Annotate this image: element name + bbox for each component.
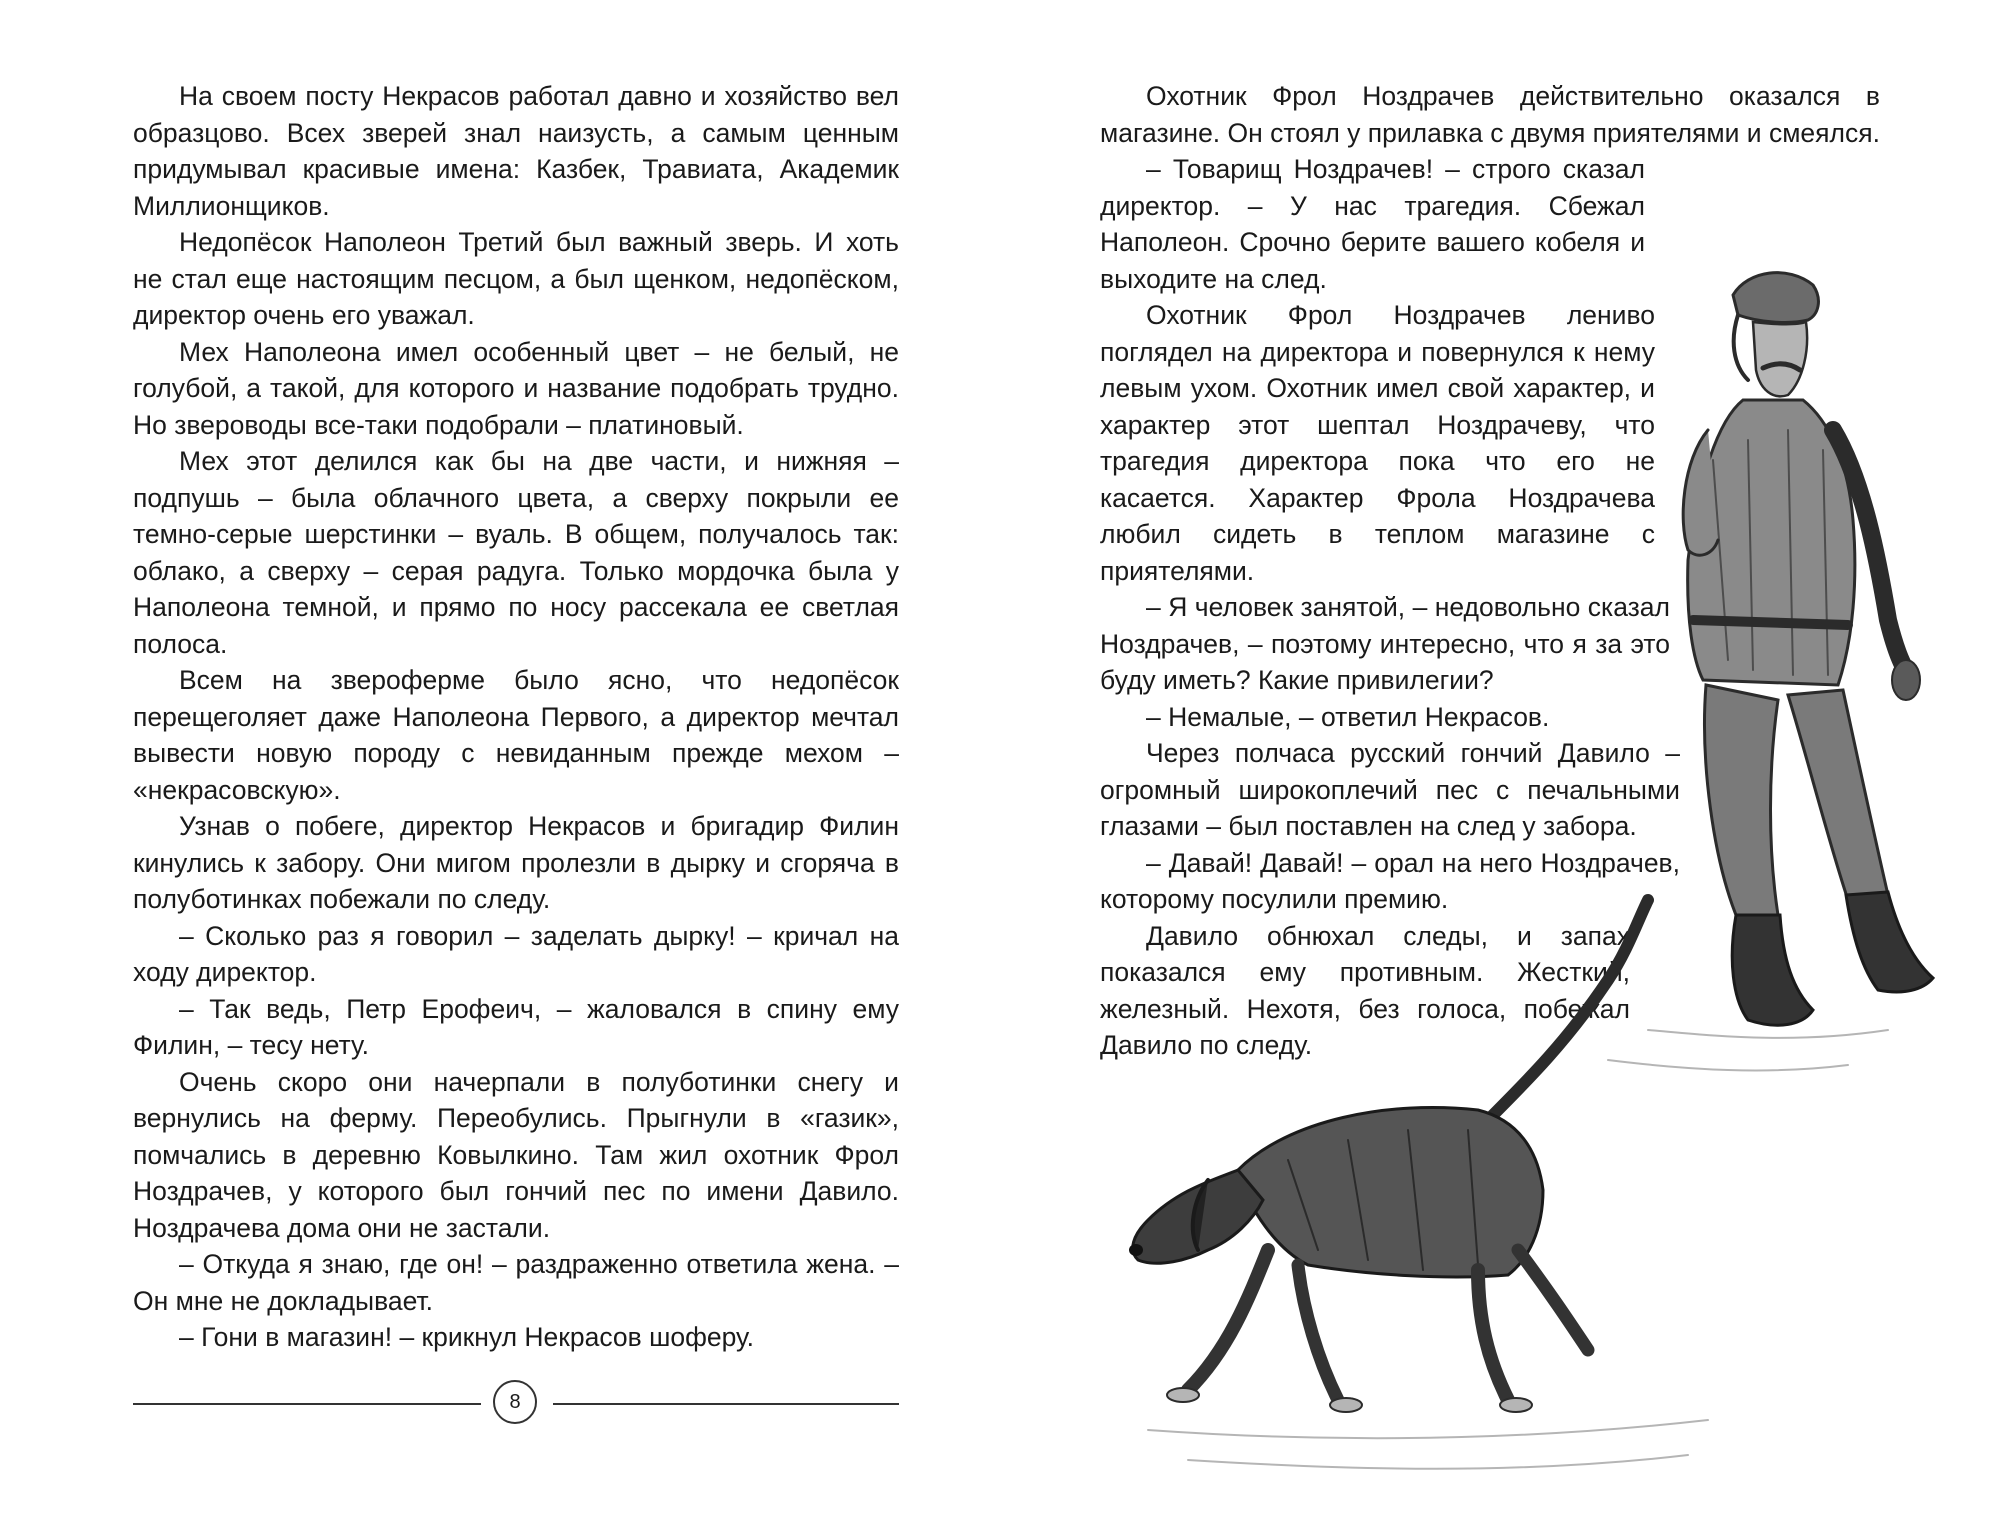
snow-scribble (1608, 1030, 1888, 1070)
paragraph: Недопёсок Наполеон Третий был важный зверь. И хоть не стал еще настоящим песцом, а был щенком, недопёском, директор очень его уважал. (133, 227, 899, 330)
paragraph: – Откуда я знаю, где он! – раздраженно ответила жена. – Он мне не докладывает. (133, 1249, 899, 1316)
hunter-boot-right (1846, 892, 1933, 992)
dog-nose (1129, 1244, 1143, 1256)
paragraph: – Товарищ Ноздрачев! – строго сказал директор. – У нас трагедия. Сбежал Наполеон. Срочно берите вашего кобеля и выходите на след. (1100, 154, 1645, 294)
hunter-figure (1608, 273, 1933, 1071)
paragraph: Мех Наполеона имел особенный цвет – не белый, не голубой, а такой, для которого и название подобрать трудно. Но звероводы все-таки подобрали – платиновый. (133, 336, 899, 440)
pencil-sketch (1088, 100, 2000, 1510)
paragraph: – Сколько раз я говорил – заделать дырку! – кричал на ходу директор. (133, 920, 899, 987)
paragraph: – Давай! Давай! – орал на него Ноздрачев, которому посулили премию. (1100, 847, 1680, 914)
dog-paw (1330, 1398, 1362, 1412)
page-number: 8 (493, 1380, 537, 1424)
footer-rule-right (553, 1403, 899, 1405)
paragraph: Узнав о побеге, директор Некрасов и бригадир Филин кинулись к забору. Они мигом пролезли в дырку и сгоряча в полуботинках побежали по следу. (133, 811, 899, 914)
hunter-leg-right (1788, 690, 1888, 900)
dog-figure (1129, 900, 1708, 1469)
hunter-face (1753, 322, 1807, 396)
hunter-and-dog-illustration (1088, 100, 2000, 1510)
paragraph: На своем посту Некрасов работал давно и хозяйство вел образцово. Всех зверей знал наизусть, а самым ценным придумывал красивые имена: Казбек, Травиата, Академик Миллионщиков. (133, 81, 899, 221)
dog-front-leg-1 (1188, 1250, 1268, 1390)
dog-back-leg-2 (1518, 1250, 1588, 1350)
dog-front-leg-2 (1298, 1265, 1338, 1400)
paragraph: Охотник Фрол Ноздрачев лениво поглядел на директора и повернулся к нему левым ухом. Охотник имел свой характер, и характер этот шептал Ноздрачеву, что трагедия директора пока что его не касается. Характер Фрола Ноздрачева любил сидеть в теплом магазине с приятелями. (1100, 300, 1655, 586)
hunter-belt (1693, 620, 1848, 625)
dog-paw (1500, 1398, 1532, 1412)
left-text-column (133, 78, 899, 1356)
paragraph: – Так ведь, Петр Ерофеич, – жаловался в спину ему Филин, – тесу нету. (133, 993, 899, 1060)
paragraph: Давило обнюхал следы, и запах показался ему противным. Жесткий, железный. Нехотя, без голоса, побежал Давило по следу. (1100, 920, 1630, 1060)
hat-flap (1734, 315, 1748, 380)
dog-body (1238, 1108, 1543, 1277)
dog-tail (1488, 900, 1648, 1120)
hunter-hat (1733, 273, 1818, 323)
paragraph: Очень скоро они начерпали в полуботинки снегу и вернулись на ферму. Переобулись. Прыгнули в «газик», помчались в деревню Ковылкино. Там жил охотник Фрол Ноздрачев, у которого был гончий пес по имени Давило. Ноздрачева дома они не застали. (133, 1066, 899, 1243)
footer-rule-left (133, 1403, 481, 1405)
dog-paw (1167, 1388, 1199, 1402)
paragraph: – Я человек занятой, – недовольно сказал Ноздрачев, – поэтому интересно, что я за это буду иметь? Какие привилегии? (1100, 592, 1670, 695)
paragraph: Охотник Фрол Ноздрачев действительно оказался в магазине. Он стоял у прилавка с двумя приятелями и смеялся. (1100, 81, 1880, 148)
paragraph: Мех этот делился как бы на две части, и нижняя – подпушь – была облачного цвета, а сверху покрыли ее темно-серые шерстинки – вуаль. В общем, получалось так: облако, а сверху – серая радуга. Только мордочка была у Наполеона темной, и прямо по носу рассекала ее светлая полоса. (133, 446, 899, 659)
paragraph: Через полчаса русский гончий Давило – огромный широкоплечий пес с печальными глазами – был поставлен на след у забора. (1100, 738, 1680, 841)
right-glove (1892, 660, 1920, 700)
paragraph: – Гони в магазин! – крикнул Некрасов шоферу. (179, 1322, 755, 1352)
paragraph: – Немалые, – ответил Некрасов. (1146, 701, 1550, 732)
paragraph: Всем на звероферме было ясно, что недопёсок перещеголяет даже Наполеона Первого, а директор мечтал вывести новую породу с невиданным прежде мехом – «некрасовскую». (133, 665, 899, 805)
hunter-legs (1705, 685, 1778, 920)
ground-scribble (1148, 1420, 1708, 1469)
page-footer (133, 1380, 899, 1426)
hunter-boot-left (1732, 915, 1813, 1025)
dog-back-leg-1 (1478, 1270, 1508, 1400)
